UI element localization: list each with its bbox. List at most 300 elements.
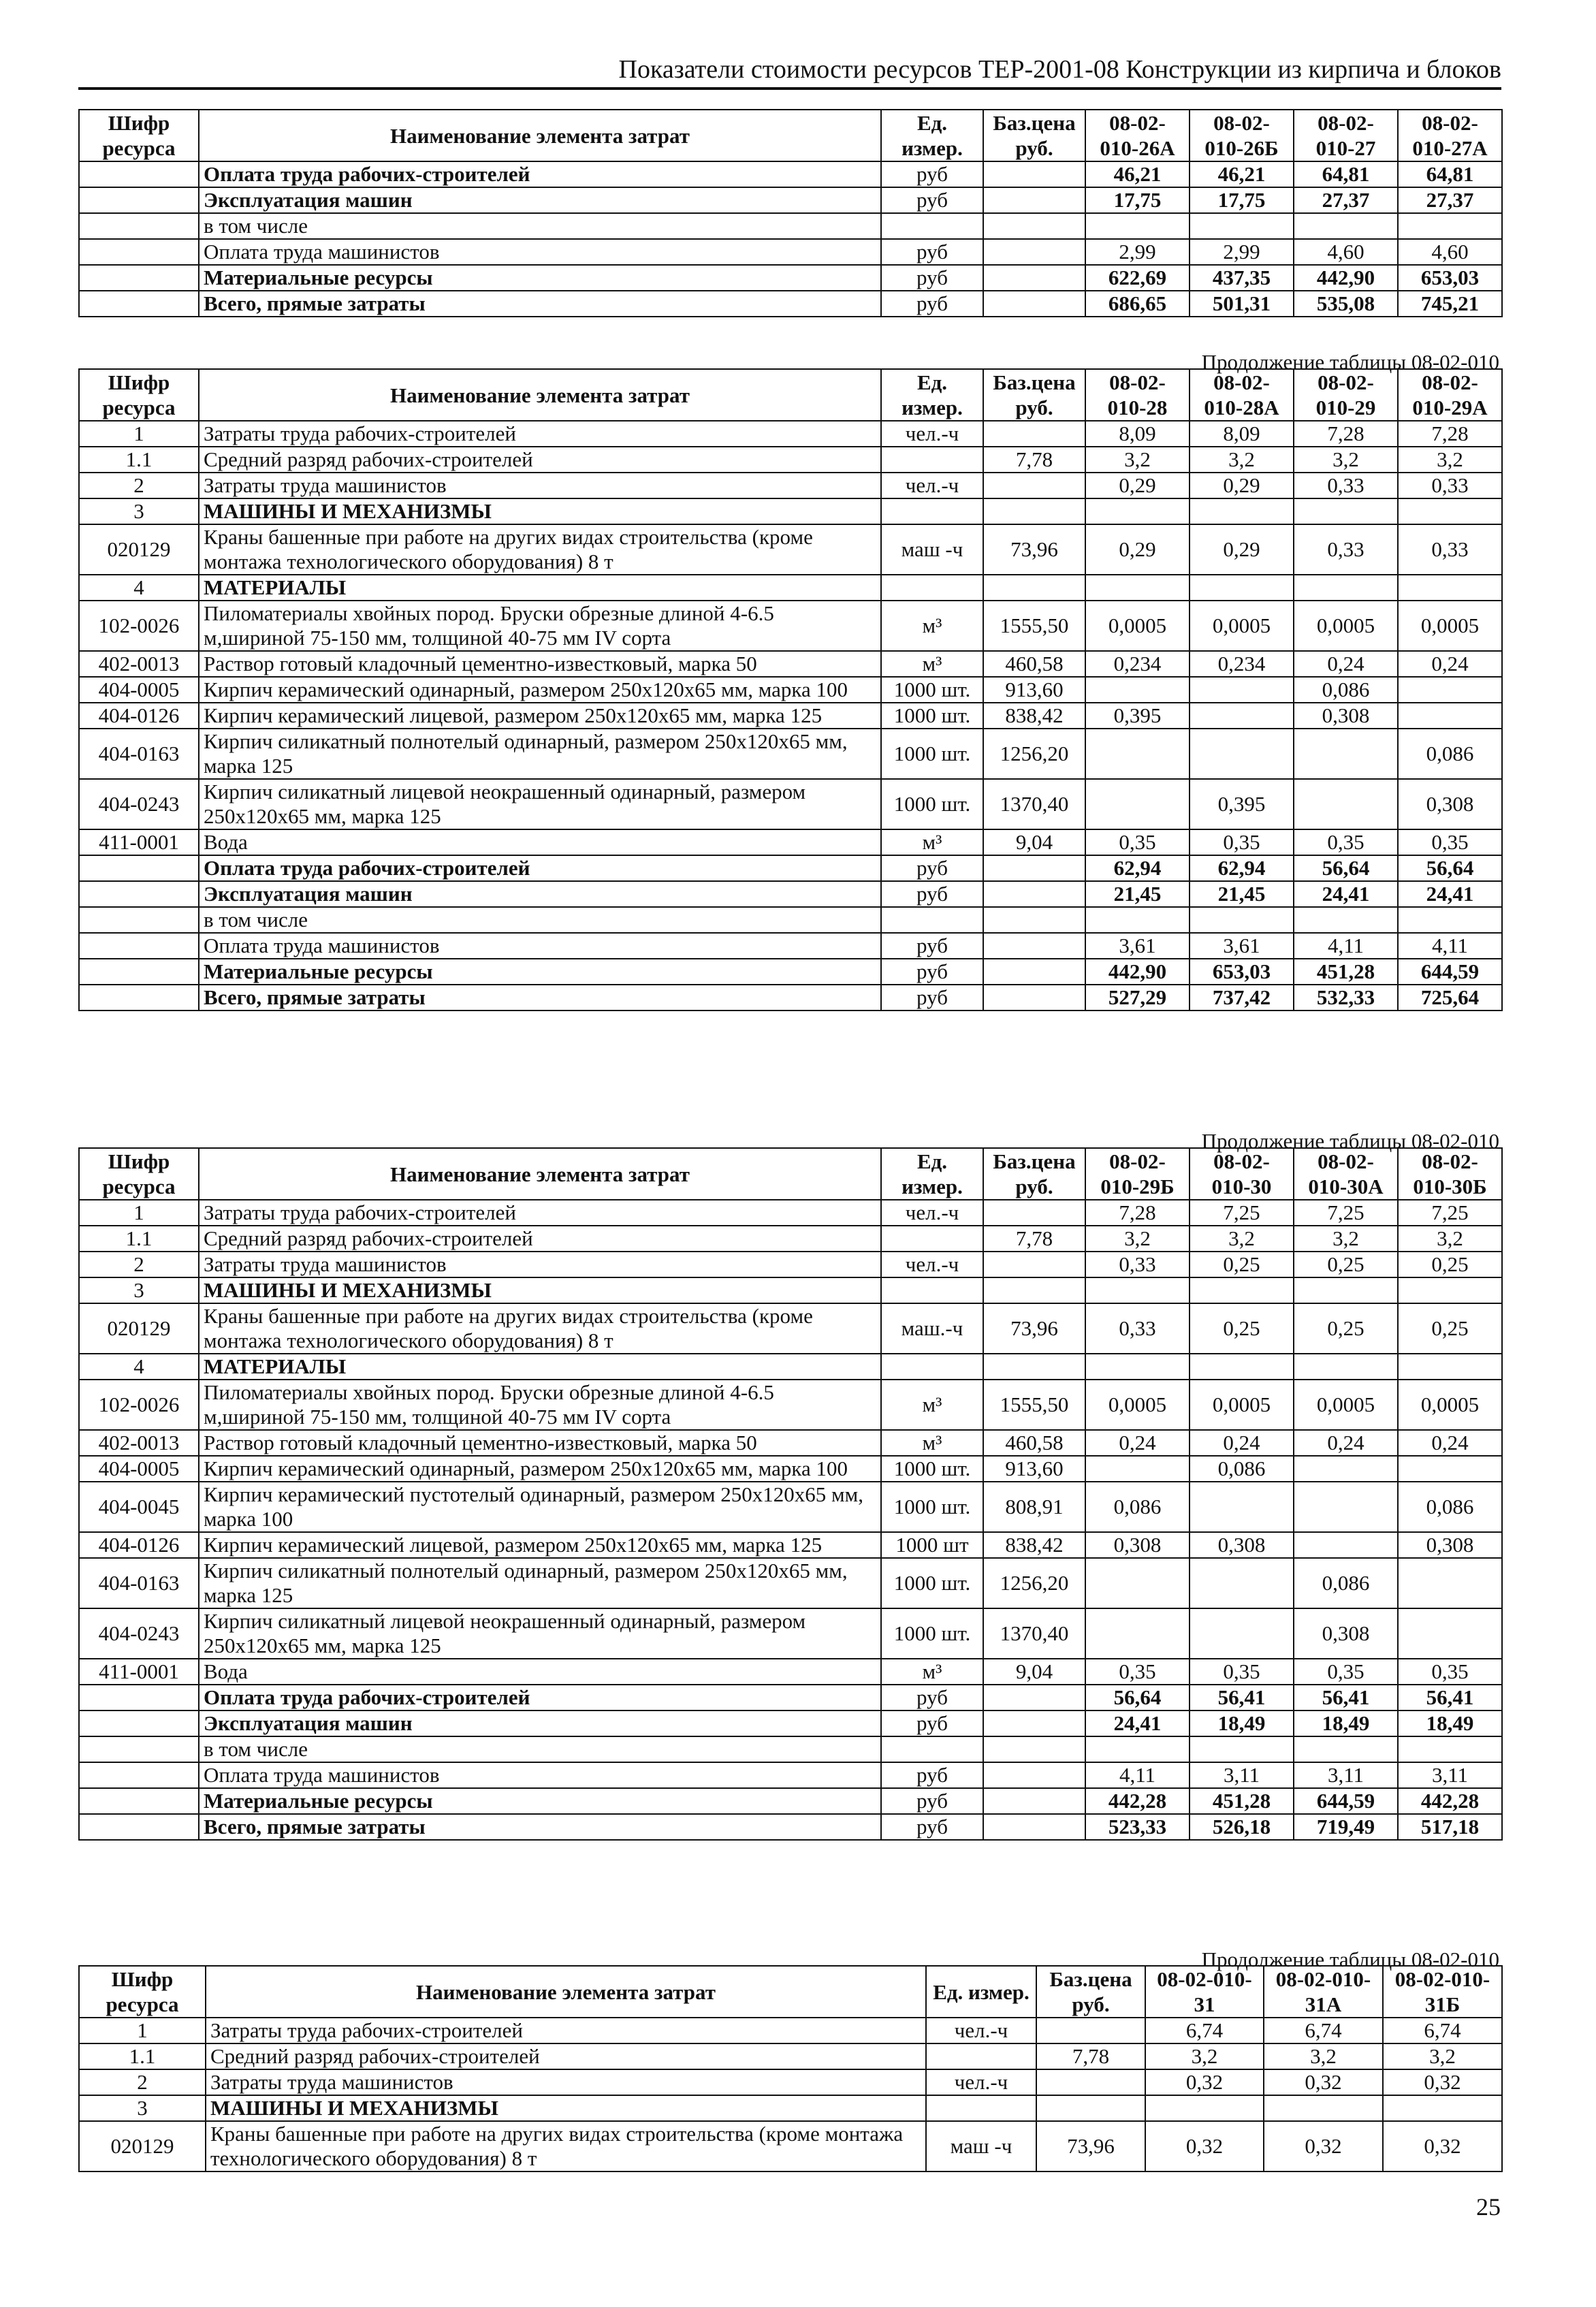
column-header: Наименование элемента затрат <box>199 369 881 421</box>
value-cell: 0,395 <box>1085 703 1190 729</box>
resource-code-cell <box>79 1762 199 1788</box>
resource-code-cell: 020129 <box>79 2121 206 2171</box>
value-cell: 1000 шт. <box>881 1608 983 1659</box>
value-cell: 737,42 <box>1190 985 1294 1011</box>
value-cell: 437,35 <box>1190 265 1294 291</box>
value-cell: руб <box>881 933 983 959</box>
value-cell: 0,25 <box>1294 1303 1398 1354</box>
table-row <box>79 473 1502 498</box>
table-row <box>79 498 1502 524</box>
table-row <box>79 1711 1502 1736</box>
value-cell: 17,75 <box>1190 187 1294 213</box>
value-cell <box>1294 1482 1398 1532</box>
table-row <box>79 2095 1502 2121</box>
value-cell: 8,09 <box>1190 421 1294 447</box>
value-cell: 0,0005 <box>1085 601 1190 651</box>
value-cell: 442,90 <box>1294 265 1398 291</box>
value-cell: 0,308 <box>1294 1608 1398 1659</box>
value-cell: 460,58 <box>983 1430 1085 1456</box>
value-cell: 913,60 <box>983 677 1085 703</box>
cost-item-name-cell: Оплата труда рабочих-строителей <box>199 855 881 881</box>
value-cell <box>1294 1736 1398 1762</box>
table-row <box>79 2043 1502 2069</box>
resource-code-cell: 020129 <box>79 1303 199 1354</box>
value-cell: 0,308 <box>1190 1532 1294 1558</box>
value-cell: 8,09 <box>1085 421 1190 447</box>
value-cell <box>1398 703 1502 729</box>
resource-code-cell: 4 <box>79 1354 199 1380</box>
resource-code-cell <box>79 161 199 187</box>
cost-item-name-cell: Всего, прямые затраты <box>199 291 881 317</box>
cost-item-name-cell: Затраты труда машинистов <box>199 473 881 498</box>
value-cell: 644,59 <box>1398 959 1502 985</box>
value-cell: 17,75 <box>1085 187 1190 213</box>
value-cell: руб <box>881 881 983 907</box>
resource-code-cell: 411-0001 <box>79 829 199 855</box>
value-cell <box>1398 498 1502 524</box>
resource-code-cell: 2 <box>79 1252 199 1277</box>
resource-code-cell: 3 <box>79 498 199 524</box>
value-cell: 0,29 <box>1085 473 1190 498</box>
column-header: Баз.цена руб. <box>983 1148 1085 1200</box>
value-cell: 1000 шт <box>881 1532 983 1558</box>
value-cell: 0,32 <box>1264 2069 1383 2095</box>
value-cell <box>1398 1456 1502 1482</box>
value-cell <box>983 1814 1085 1840</box>
value-cell: 532,33 <box>1294 985 1398 1011</box>
cost-item-name-cell: Средний разряд рабочих-строителей <box>199 1226 881 1252</box>
column-header: 08-02-010-27 <box>1294 110 1398 161</box>
value-cell: 0,33 <box>1294 524 1398 575</box>
cost-item-name-cell: Оплата труда машинистов <box>199 1762 881 1788</box>
value-cell <box>1294 1532 1398 1558</box>
resource-code-cell <box>79 907 199 933</box>
value-cell: 3,2 <box>1264 2043 1383 2069</box>
value-cell: 9,04 <box>983 829 1085 855</box>
resource-code-cell <box>79 239 199 265</box>
column-header: 08-02-010-28А <box>1190 369 1294 421</box>
value-cell: 0,35 <box>1190 829 1294 855</box>
value-cell: 0,33 <box>1398 473 1502 498</box>
value-cell <box>983 498 1085 524</box>
value-cell: 1000 шт. <box>881 703 983 729</box>
value-cell: 3,11 <box>1294 1762 1398 1788</box>
column-header: 08-02-010-31 <box>1145 1966 1264 2018</box>
table-row <box>79 703 1502 729</box>
table-row <box>79 1226 1502 1252</box>
value-cell: чел.-ч <box>881 473 983 498</box>
value-cell <box>1398 1354 1502 1380</box>
column-header: Ед. измер. <box>926 1966 1036 2018</box>
column-header: Шифр ресурса <box>79 1148 199 1200</box>
value-cell <box>1085 498 1190 524</box>
resource-code-cell <box>79 213 199 239</box>
resource-code-cell <box>79 985 199 1011</box>
value-cell: 3,2 <box>1145 2043 1264 2069</box>
value-cell <box>983 933 1085 959</box>
value-cell <box>983 1788 1085 1814</box>
value-cell <box>881 1354 983 1380</box>
table-row <box>79 933 1502 959</box>
value-cell <box>983 881 1085 907</box>
column-header: Ед. измер. <box>881 369 983 421</box>
resource-code-cell <box>79 959 199 985</box>
value-cell: 0,24 <box>1190 1430 1294 1456</box>
cost-item-name-cell: в том числе <box>199 907 881 933</box>
cost-item-name-cell: в том числе <box>199 213 881 239</box>
value-cell: руб <box>881 985 983 1011</box>
value-cell: 0,0005 <box>1190 601 1294 651</box>
value-cell: 7,78 <box>983 447 1085 473</box>
value-cell: чел.-ч <box>881 1200 983 1226</box>
value-cell: 0,086 <box>1294 1558 1398 1608</box>
value-cell <box>1085 779 1190 829</box>
page-header <box>78 50 1501 90</box>
value-cell <box>983 575 1085 601</box>
table-header-row <box>79 1148 1502 1200</box>
value-cell: 1000 шт. <box>881 729 983 779</box>
value-cell: руб <box>881 855 983 881</box>
table-row <box>79 829 1502 855</box>
table-row <box>79 1762 1502 1788</box>
value-cell <box>1398 907 1502 933</box>
value-cell <box>1294 1277 1398 1303</box>
cost-item-name-cell: Материальные ресурсы <box>199 959 881 985</box>
value-cell: м³ <box>881 1659 983 1685</box>
value-cell: руб <box>881 265 983 291</box>
value-cell: 0,0005 <box>1398 1380 1502 1430</box>
value-cell <box>1190 575 1294 601</box>
table-row <box>79 1814 1502 1840</box>
value-cell: 0,32 <box>1264 2121 1383 2171</box>
resource-code-cell <box>79 881 199 907</box>
value-cell: 4,60 <box>1398 239 1502 265</box>
resource-code-cell <box>79 933 199 959</box>
value-cell: 0,32 <box>1145 2121 1264 2171</box>
value-cell: 0,35 <box>1085 1659 1190 1685</box>
resource-code-cell: 1.1 <box>79 447 199 473</box>
value-cell <box>1190 729 1294 779</box>
value-cell <box>881 1226 983 1252</box>
cost-item-name-cell: МАШИНЫ И МЕХАНИЗМЫ <box>199 498 881 524</box>
value-cell: 0,086 <box>1085 1482 1190 1532</box>
value-cell: 442,28 <box>1398 1788 1502 1814</box>
table-row <box>79 1659 1502 1685</box>
table-header-row <box>79 110 1502 161</box>
value-cell <box>983 985 1085 1011</box>
value-cell: 3,2 <box>1398 1226 1502 1252</box>
value-cell: руб <box>881 1762 983 1788</box>
value-cell: 725,64 <box>1398 985 1502 1011</box>
cost-item-name-cell: Кирпич силикатный лицевой неокрашенный одинарный, размером 250х120х65 мм, марка 125 <box>199 779 881 829</box>
value-cell <box>1036 2095 1145 2121</box>
value-cell: 0,0005 <box>1294 1380 1398 1430</box>
cost-item-name-cell: МАШИНЫ И МЕХАНИЗМЫ <box>206 2095 926 2121</box>
cost-item-name-cell: Оплата труда машинистов <box>199 933 881 959</box>
continuation-note: Продолжение таблицы 08-02-010 <box>1201 350 1499 374</box>
table-row <box>79 779 1502 829</box>
resource-code-cell: 020129 <box>79 524 199 575</box>
value-cell: 7,25 <box>1294 1200 1398 1226</box>
value-cell: 3,2 <box>1085 447 1190 473</box>
value-cell: 0,0005 <box>1085 1380 1190 1430</box>
value-cell: 3,2 <box>1190 447 1294 473</box>
column-header: Наименование элемента затрат <box>206 1966 926 2018</box>
value-cell: руб <box>881 959 983 985</box>
table-row <box>79 855 1502 881</box>
value-cell: 3,2 <box>1294 447 1398 473</box>
column-header: 08-02-010-30 <box>1190 1148 1294 1200</box>
value-cell: 2,99 <box>1190 239 1294 265</box>
value-cell <box>1398 677 1502 703</box>
value-cell: 653,03 <box>1398 265 1502 291</box>
table-row <box>79 1380 1502 1430</box>
column-header: Ед. измер. <box>881 1148 983 1200</box>
resource-code-cell: 4 <box>79 575 199 601</box>
value-cell <box>1190 703 1294 729</box>
table-row <box>79 651 1502 677</box>
value-cell <box>983 291 1085 317</box>
value-cell: м³ <box>881 1380 983 1430</box>
cost-item-name-cell: Кирпич силикатный лицевой неокрашенный одинарный, размером 250х120х65 мм, марка 125 <box>199 1608 881 1659</box>
value-cell: 3,2 <box>1190 1226 1294 1252</box>
value-cell: 0,24 <box>1294 651 1398 677</box>
value-cell <box>1190 907 1294 933</box>
value-cell: 622,69 <box>1085 265 1190 291</box>
value-cell: 0,308 <box>1294 703 1398 729</box>
value-cell <box>1085 1608 1190 1659</box>
column-header: 08-02-010-26Б <box>1190 110 1294 161</box>
value-cell: 7,28 <box>1085 1200 1190 1226</box>
cost-item-name-cell: Материальные ресурсы <box>199 1788 881 1814</box>
column-header: Баз.цена руб. <box>983 110 1085 161</box>
page-title: Показатели стоимости ресурсов ТЕР-2001-08 Конструкции из кирпича и блоков <box>618 55 1501 84</box>
value-cell: м³ <box>881 1430 983 1456</box>
value-cell <box>983 161 1085 187</box>
resource-code-cell <box>79 1711 199 1736</box>
value-cell: 0,24 <box>1294 1430 1398 1456</box>
page-number: 25 <box>1476 2193 1501 2221</box>
value-cell <box>1085 729 1190 779</box>
cost-item-name-cell: МАТЕРИАЛЫ <box>199 1354 881 1380</box>
value-cell: 27,37 <box>1294 187 1398 213</box>
table-row <box>79 677 1502 703</box>
value-cell <box>1085 1736 1190 1762</box>
table-row <box>79 575 1502 601</box>
value-cell: 6,74 <box>1383 2018 1502 2043</box>
value-cell: 0,33 <box>1085 1303 1190 1354</box>
value-cell: 0,308 <box>1398 779 1502 829</box>
cost-table <box>78 1965 1503 2172</box>
column-header: 08-02-010-30А <box>1294 1148 1398 1200</box>
value-cell: 7,28 <box>1398 421 1502 447</box>
value-cell: 0,24 <box>1085 1430 1190 1456</box>
table-row <box>79 265 1502 291</box>
value-cell <box>983 265 1085 291</box>
value-cell <box>1398 1277 1502 1303</box>
value-cell: 0,33 <box>1398 524 1502 575</box>
table-row <box>79 1354 1502 1380</box>
value-cell: 442,90 <box>1085 959 1190 985</box>
cost-item-name-cell: Краны башенные при работе на других видах строительства (кроме монтажа технологического оборудования) 8 т <box>199 1303 881 1354</box>
cost-item-name-cell: Кирпич керамический лицевой, размером 250х120х65 мм, марка 125 <box>199 1532 881 1558</box>
value-cell <box>983 1252 1085 1277</box>
column-header: 08-02-010-27А <box>1398 110 1502 161</box>
cost-item-name-cell: Материальные ресурсы <box>199 265 881 291</box>
value-cell <box>1145 2095 1264 2121</box>
value-cell <box>1294 213 1398 239</box>
value-cell <box>1294 498 1398 524</box>
value-cell <box>983 187 1085 213</box>
value-cell: 4,60 <box>1294 239 1398 265</box>
value-cell: 1000 шт. <box>881 779 983 829</box>
resource-code-cell: 402-0013 <box>79 1430 199 1456</box>
value-cell: 18,49 <box>1190 1711 1294 1736</box>
resource-code-cell <box>79 1814 199 1840</box>
value-cell <box>1085 677 1190 703</box>
column-header: Шифр ресурса <box>79 369 199 421</box>
value-cell: 0,35 <box>1085 829 1190 855</box>
value-cell <box>1190 213 1294 239</box>
cost-item-name-cell: в том числе <box>199 1736 881 1762</box>
cost-item-name-cell: Вода <box>199 1659 881 1685</box>
value-cell: 3,61 <box>1190 933 1294 959</box>
value-cell <box>1190 1558 1294 1608</box>
value-cell: 1555,50 <box>983 601 1085 651</box>
resource-code-cell: 1 <box>79 421 199 447</box>
value-cell <box>983 1762 1085 1788</box>
table-row <box>79 161 1502 187</box>
resource-code-cell <box>79 1736 199 1762</box>
value-cell: 0,32 <box>1383 2069 1502 2095</box>
resource-code-cell: 1 <box>79 2018 206 2043</box>
column-header: Наименование элемента затрат <box>199 1148 881 1200</box>
value-cell <box>1190 1354 1294 1380</box>
value-cell: 46,21 <box>1190 161 1294 187</box>
value-cell: 0,33 <box>1294 473 1398 498</box>
value-cell: 0,0005 <box>1398 601 1502 651</box>
value-cell: 523,33 <box>1085 1814 1190 1840</box>
cost-item-name-cell: МАТЕРИАЛЫ <box>199 575 881 601</box>
value-cell <box>1190 677 1294 703</box>
value-cell <box>1294 779 1398 829</box>
value-cell <box>881 447 983 473</box>
cost-item-name-cell: Средний разряд рабочих-строителей <box>206 2043 926 2069</box>
value-cell: 0,086 <box>1398 1482 1502 1532</box>
resource-code-cell: 404-0045 <box>79 1482 199 1532</box>
cost-item-name-cell: Затраты труда машинистов <box>199 1252 881 1277</box>
value-cell: 3,11 <box>1398 1762 1502 1788</box>
value-cell <box>1398 1558 1502 1608</box>
resource-code-cell: 102-0026 <box>79 601 199 651</box>
table-row <box>79 881 1502 907</box>
cost-item-name-cell: Всего, прямые затраты <box>199 985 881 1011</box>
value-cell <box>1085 1558 1190 1608</box>
column-header: Шифр ресурса <box>79 1966 206 2018</box>
table-row <box>79 1456 1502 1482</box>
value-cell: руб <box>881 1814 983 1840</box>
value-cell <box>881 907 983 933</box>
value-cell <box>1383 2095 1502 2121</box>
value-cell: 21,45 <box>1190 881 1294 907</box>
value-cell: 0,33 <box>1085 1252 1190 1277</box>
resource-code-cell: 3 <box>79 2095 206 2121</box>
value-cell: 644,59 <box>1294 1788 1398 1814</box>
value-cell: чел.-ч <box>926 2018 1036 2043</box>
column-header: 08-02-010-28 <box>1085 369 1190 421</box>
value-cell: руб <box>881 291 983 317</box>
value-cell: 73,96 <box>983 524 1085 575</box>
value-cell: 3,11 <box>1190 1762 1294 1788</box>
resource-code-cell: 411-0001 <box>79 1659 199 1685</box>
value-cell: 2,99 <box>1085 239 1190 265</box>
value-cell: 1370,40 <box>983 1608 1085 1659</box>
value-cell: 0,24 <box>1398 1430 1502 1456</box>
value-cell: 517,18 <box>1398 1814 1502 1840</box>
cost-item-name-cell: Раствор готовый кладочный цементно-известковый, марка 50 <box>199 651 881 677</box>
value-cell: 24,41 <box>1294 881 1398 907</box>
value-cell: 0,29 <box>1190 524 1294 575</box>
value-cell: 808,91 <box>983 1482 1085 1532</box>
value-cell: 0,086 <box>1398 729 1502 779</box>
resource-code-cell <box>79 855 199 881</box>
table-row <box>79 447 1502 473</box>
value-cell: руб <box>881 1685 983 1711</box>
cost-item-name-cell: Краны башенные при работе на других видах строительства (кроме монтажа технологического оборудования) 8 т <box>206 2121 926 2171</box>
cost-item-name-cell: Кирпич силикатный полнотелый одинарный, размером 250х120х65 мм, марка 125 <box>199 729 881 779</box>
resource-code-cell: 404-0005 <box>79 677 199 703</box>
column-header: 08-02-010-30Б <box>1398 1148 1502 1200</box>
value-cell: 0,0005 <box>1294 601 1398 651</box>
value-cell <box>1294 575 1398 601</box>
column-header: 08-02-010-29Б <box>1085 1148 1190 1200</box>
value-cell: 719,49 <box>1294 1814 1398 1840</box>
cost-item-name-cell: Вода <box>199 829 881 855</box>
value-cell: 838,42 <box>983 703 1085 729</box>
value-cell: 1000 шт. <box>881 1482 983 1532</box>
cost-item-name-cell: Средний разряд рабочих-строителей <box>199 447 881 473</box>
resource-code-cell: 402-0013 <box>79 651 199 677</box>
column-header: Ед. измер. <box>881 110 983 161</box>
value-cell: 0,308 <box>1398 1532 1502 1558</box>
value-cell: 56,64 <box>1398 855 1502 881</box>
value-cell <box>1190 498 1294 524</box>
value-cell <box>1085 907 1190 933</box>
value-cell: 653,03 <box>1190 959 1294 985</box>
value-cell: 0,35 <box>1294 1659 1398 1685</box>
value-cell <box>1085 213 1190 239</box>
value-cell <box>1085 1277 1190 1303</box>
cost-item-name-cell: Раствор готовый кладочный цементно-известковый, марка 50 <box>199 1430 881 1456</box>
cost-item-name-cell: Затраты труда рабочих-строителей <box>199 421 881 447</box>
value-cell: 451,28 <box>1294 959 1398 985</box>
value-cell: 7,25 <box>1190 1200 1294 1226</box>
value-cell: 4,11 <box>1085 1762 1190 1788</box>
table-row <box>79 959 1502 985</box>
resource-code-cell: 404-0243 <box>79 1608 199 1659</box>
table-header-row <box>79 1966 1502 2018</box>
value-cell: 0,32 <box>1145 2069 1264 2095</box>
value-cell <box>1398 575 1502 601</box>
value-cell: руб <box>881 161 983 187</box>
value-cell: 21,45 <box>1085 881 1190 907</box>
value-cell: 1000 шт. <box>881 1456 983 1482</box>
column-header: 08-02-010-29 <box>1294 369 1398 421</box>
resource-code-cell: 404-0243 <box>79 779 199 829</box>
table-row <box>79 1482 1502 1532</box>
value-cell: 0,25 <box>1190 1252 1294 1277</box>
cost-item-name-cell: Оплата труда машинистов <box>199 239 881 265</box>
